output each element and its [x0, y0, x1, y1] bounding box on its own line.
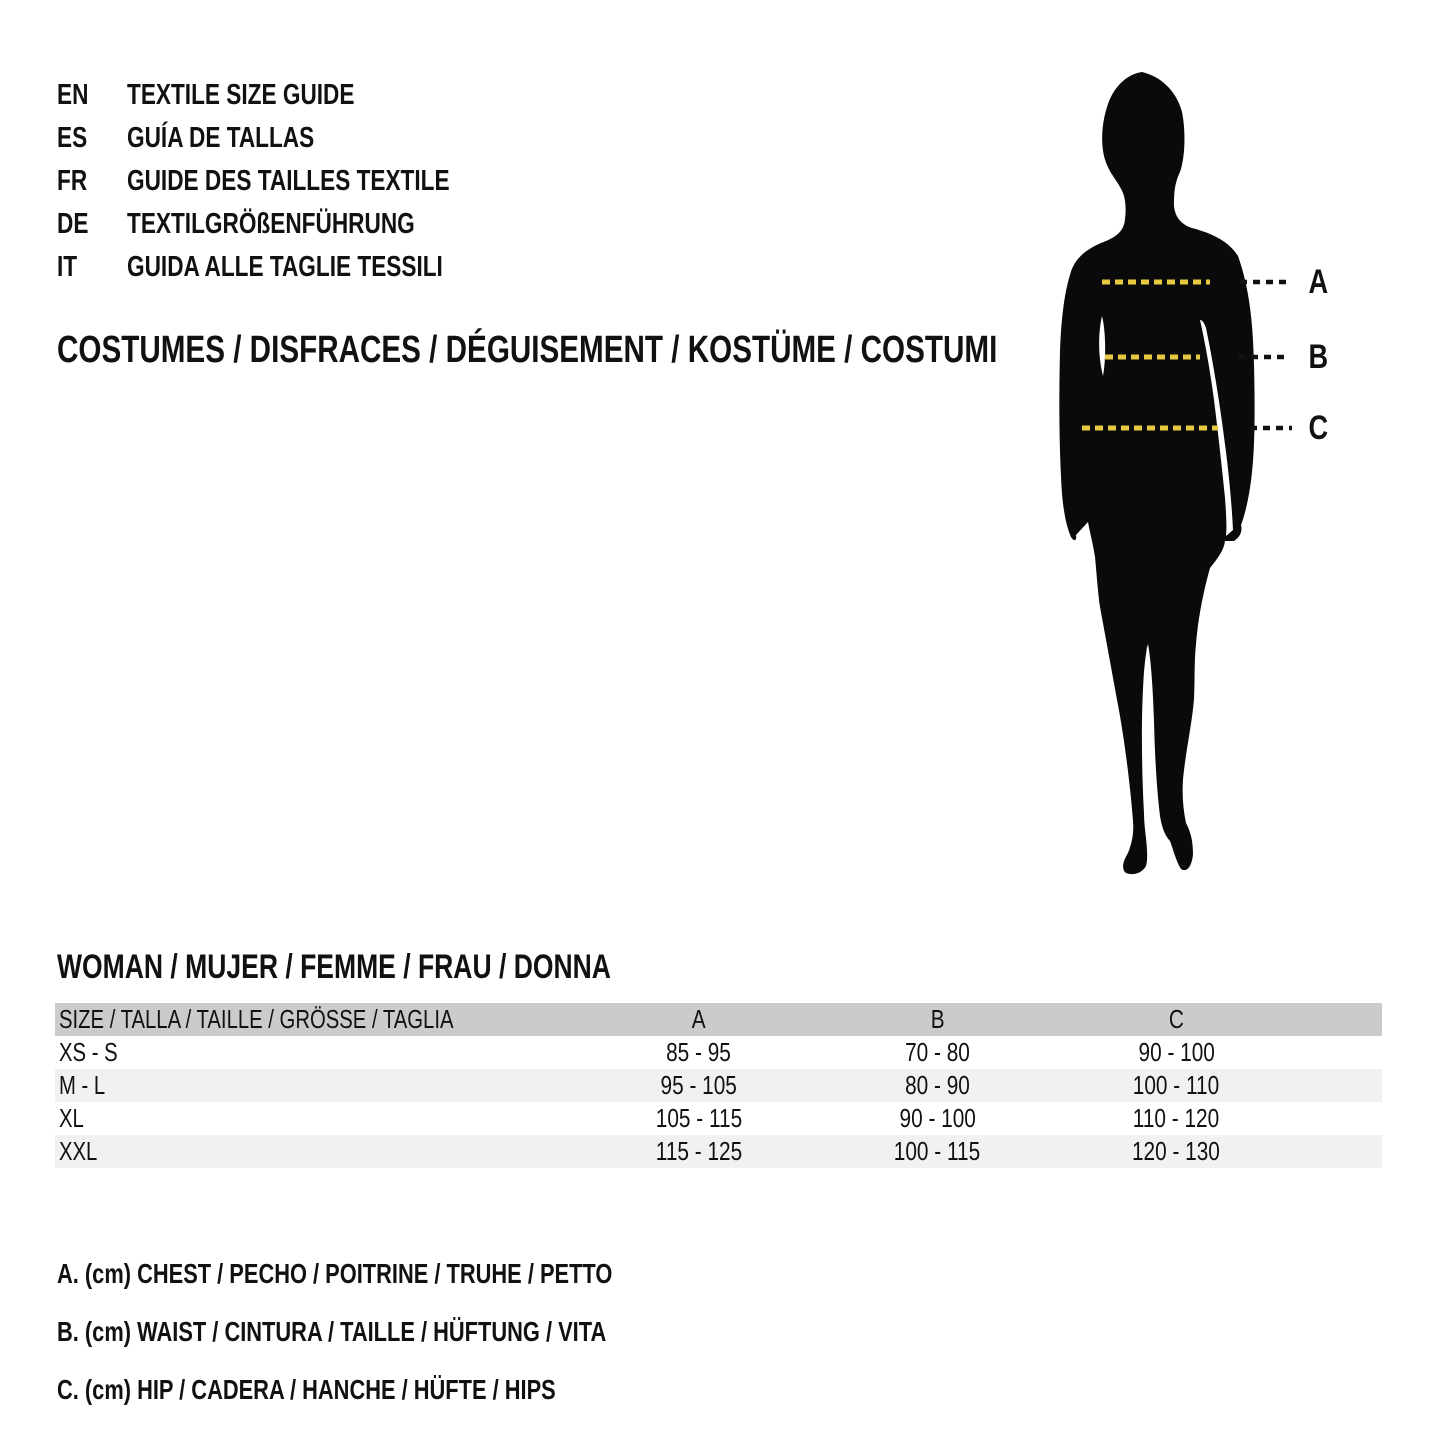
- category-title: COSTUMES / DISFRACES / DÉGUISEMENT / KOSTÜME / COSTUMI: [57, 329, 998, 371]
- header-size-label: SIZE / TALLA / TAILLE / GRÖSSE / TAGLIA: [59, 1004, 454, 1034]
- language-title: GUIDA ALLE TAGLIE TESSILI: [127, 251, 443, 283]
- language-row: [57, 203, 541, 246]
- table-row: [55, 1102, 1382, 1135]
- header-col-a: A: [691, 1004, 706, 1034]
- language-title-list: [57, 74, 541, 289]
- chest-cell: 105 - 115: [655, 1103, 742, 1133]
- language-code: FR: [57, 165, 88, 197]
- language-row: [57, 246, 541, 289]
- header-col-b: B: [930, 1004, 945, 1034]
- language-row: [57, 117, 541, 160]
- size-cell: M - L: [59, 1070, 106, 1100]
- language-code: EN: [57, 79, 89, 111]
- hip-cell: 110 - 120: [1133, 1103, 1220, 1133]
- language-title: TEXTILE SIZE GUIDE: [127, 79, 355, 111]
- language-title: GUIDE DES TAILLES TEXTILE: [127, 165, 450, 197]
- language-code: DE: [57, 208, 89, 240]
- table-row: [55, 1036, 1382, 1069]
- language-title: TEXTILGRÖßENFÜHRUNG: [127, 208, 415, 240]
- measure-label-b: B: [1308, 337, 1328, 376]
- language-code: ES: [57, 122, 88, 154]
- measurement-legend: [57, 1245, 769, 1419]
- size-cell: XS - S: [59, 1037, 118, 1067]
- language-row: [57, 160, 541, 203]
- language-row: [57, 74, 541, 117]
- size-cell: XL: [59, 1103, 84, 1133]
- leg-gap: [1143, 646, 1151, 815]
- chest-cell: 95 - 105: [660, 1070, 737, 1100]
- hip-cell: 100 - 110: [1133, 1070, 1220, 1100]
- table-row: [55, 1135, 1382, 1168]
- table-row: [55, 1069, 1382, 1102]
- legend-line-chest: A. (cm) CHEST / PECHO / POITRINE / TRUHE / PETTO: [57, 1258, 613, 1289]
- woman-silhouette-graphic: [1030, 60, 1370, 900]
- chest-cell: 115 - 125: [655, 1136, 742, 1166]
- size-table-header: [55, 1003, 1382, 1036]
- legend-line-hip: C. (cm) HIP / CADERA / HANCHE / HÜFTE / HIPS: [57, 1374, 556, 1405]
- waist-cell: 100 - 115: [894, 1136, 981, 1166]
- size-cell: XXL: [59, 1136, 98, 1166]
- measure-label-c: C: [1308, 408, 1328, 447]
- waist-cell: 90 - 100: [899, 1103, 976, 1133]
- waist-cell: 80 - 90: [905, 1070, 970, 1100]
- language-code: IT: [57, 251, 78, 283]
- hip-cell: 90 - 100: [1138, 1037, 1215, 1067]
- waist-cell: 70 - 80: [905, 1037, 970, 1067]
- measurement-diagram: [1030, 60, 1370, 900]
- legend-line-waist: B. (cm) WAIST / CINTURA / TAILLE / HÜFTUNG / VITA: [57, 1316, 607, 1347]
- measure-label-a: A: [1308, 262, 1328, 301]
- header-col-c: C: [1168, 1004, 1184, 1034]
- chest-cell: 85 - 95: [666, 1037, 731, 1067]
- language-title: GUÍA DE TALLAS: [127, 122, 315, 154]
- hip-cell: 120 - 130: [1132, 1136, 1221, 1166]
- size-table: [55, 1003, 1382, 1168]
- section-title-woman: WOMAN / MUJER / FEMME / FRAU / DONNA: [57, 948, 611, 986]
